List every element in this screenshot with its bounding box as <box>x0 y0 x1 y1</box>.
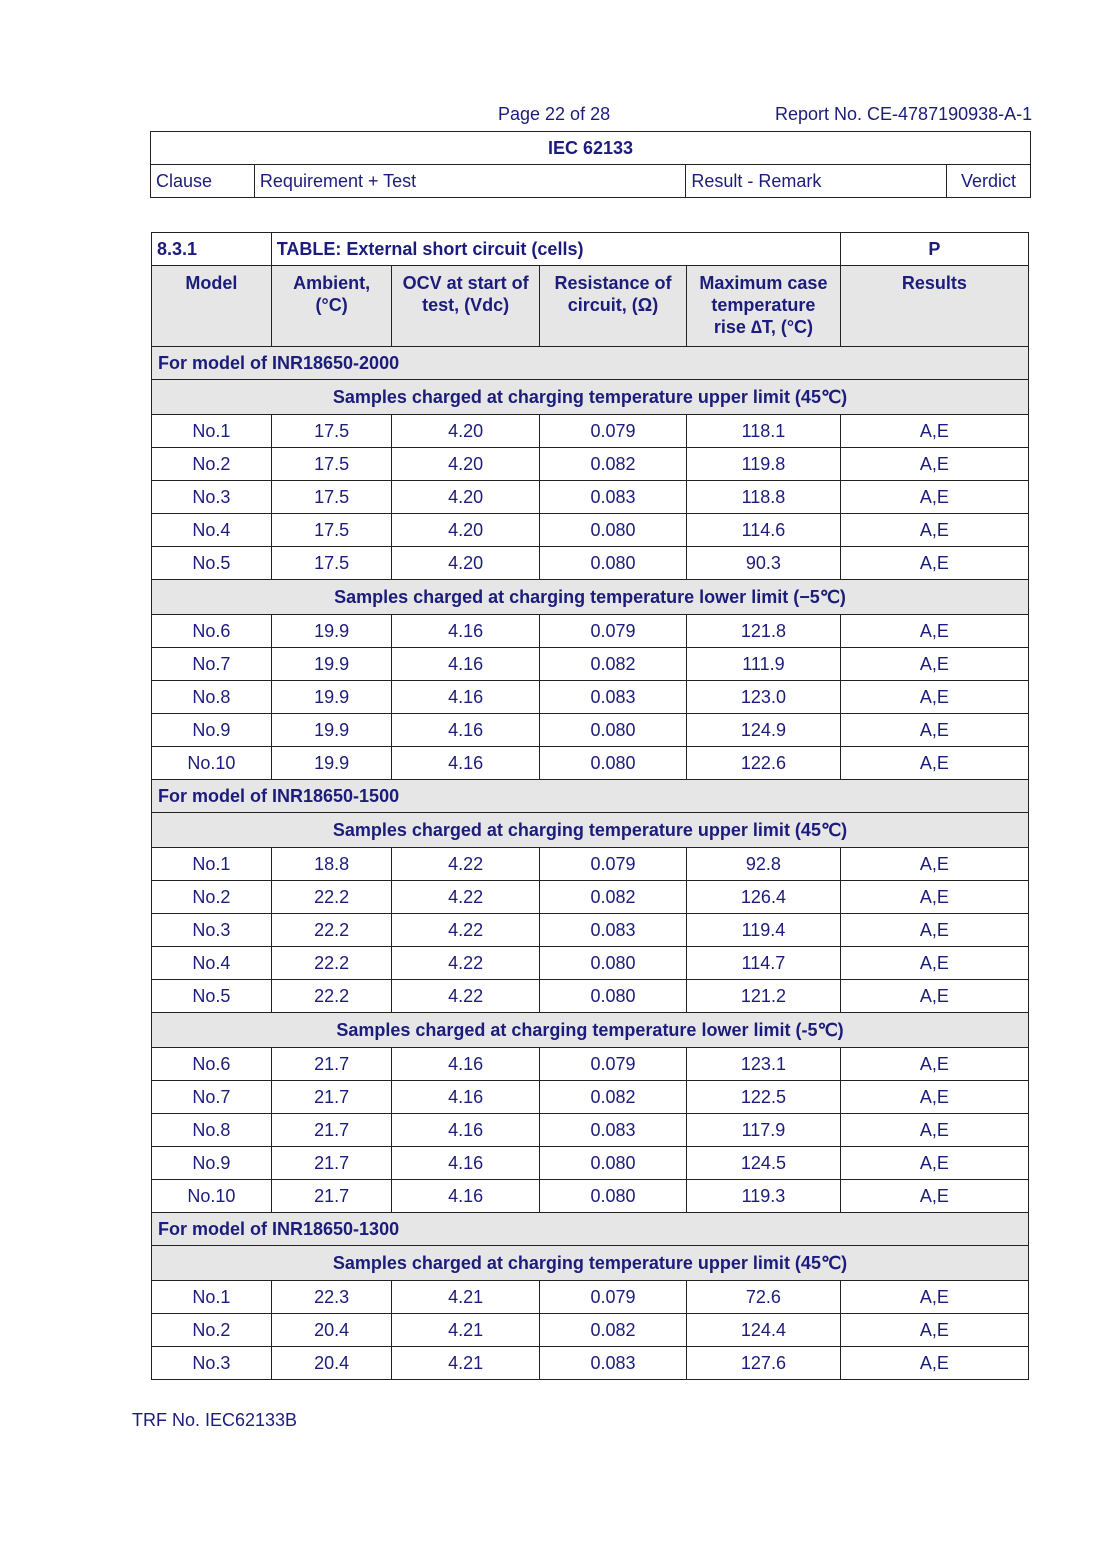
table-row <box>152 1048 1029 1081</box>
column-header-line: test, (Vdc) <box>422 295 510 315</box>
table-cell: 19.9 <box>271 615 392 648</box>
table-cell: 22.3 <box>271 1281 392 1314</box>
report-number: Report No. CE-4787190938-A-1 <box>775 104 1033 124</box>
table-cell: No.2 <box>152 1314 272 1347</box>
condition-label: Samples charged at charging temperature upper limit (45℃) <box>152 813 1029 848</box>
table-row <box>152 415 1029 448</box>
table-cell: 0.080 <box>539 947 686 980</box>
table-cell: 4.16 <box>392 1147 539 1180</box>
condition-label: Samples charged at charging temperature upper limit (45℃) <box>152 380 1029 415</box>
column-header <box>539 266 686 347</box>
table-cell: No.1 <box>152 1281 272 1314</box>
table-row <box>152 615 1029 648</box>
table-row <box>152 1180 1029 1213</box>
table-cell: A,E <box>840 514 1028 547</box>
table-cell: No.7 <box>152 1081 272 1114</box>
table-cell: No.9 <box>152 1147 272 1180</box>
table-cell: 0.080 <box>539 747 686 780</box>
table-cell: 22.2 <box>271 947 392 980</box>
table-row <box>152 547 1029 580</box>
table-cell: 119.3 <box>687 1180 841 1213</box>
table-row <box>152 848 1029 881</box>
column-header-line: OCV at start of <box>402 273 529 293</box>
table-cell: 0.083 <box>539 481 686 514</box>
table-title: TABLE: External short circuit (cells) <box>271 233 840 266</box>
model-label: For model of INR18650-1300 <box>152 1213 1029 1246</box>
table-cell: A,E <box>840 1281 1028 1314</box>
table-cell: No.10 <box>152 747 272 780</box>
table-cell: A,E <box>840 681 1028 714</box>
table-cell: 126.4 <box>687 881 841 914</box>
table-cell: No.3 <box>152 481 272 514</box>
column-header-line: (°C) <box>315 295 348 315</box>
table-cell: 0.080 <box>539 1180 686 1213</box>
table-row <box>152 1081 1029 1114</box>
table-cell: A,E <box>840 1180 1028 1213</box>
table-cell: 121.2 <box>687 980 841 1013</box>
table-cell: 0.083 <box>539 914 686 947</box>
table-row <box>152 681 1029 714</box>
table-cell: 4.21 <box>392 1314 539 1347</box>
table-cell: 0.082 <box>539 448 686 481</box>
table-cell: 4.20 <box>392 448 539 481</box>
trf-number: TRF No. IEC62133B <box>132 1410 298 1430</box>
column-header-line: Ambient, <box>293 273 371 293</box>
column-header-line: Model <box>185 273 238 293</box>
table-cell: 4.20 <box>392 514 539 547</box>
table-cell: 0.083 <box>539 1114 686 1147</box>
table-cell: 21.7 <box>271 1048 392 1081</box>
table-cell: 0.082 <box>539 1314 686 1347</box>
table-cell: 4.22 <box>392 914 539 947</box>
table-cell: 19.9 <box>271 747 392 780</box>
table-cell: 114.7 <box>687 947 841 980</box>
condition-label: Samples charged at charging temperature upper limit (45℃) <box>152 1246 1029 1281</box>
model-row <box>152 780 1029 813</box>
table-cell: 4.22 <box>392 848 539 881</box>
column-header-line: temperature <box>711 295 816 315</box>
table-cell: No.6 <box>152 1048 272 1081</box>
column-header <box>840 266 1028 347</box>
table-cell: 127.6 <box>687 1347 841 1380</box>
condition-label: Samples charged at charging temperature lower limit (−5℃) <box>152 580 1029 615</box>
table-cell: 118.8 <box>687 481 841 514</box>
table-cell: 4.20 <box>392 481 539 514</box>
condition-row <box>152 1246 1029 1281</box>
table-cell: 4.16 <box>392 1081 539 1114</box>
table-cell: 121.8 <box>687 615 841 648</box>
table-cell: 4.16 <box>392 681 539 714</box>
table-cell: 118.1 <box>687 415 841 448</box>
table-cell: 4.16 <box>392 1180 539 1213</box>
table-cell: 17.5 <box>271 481 392 514</box>
table-cell: 0.083 <box>539 1347 686 1380</box>
column-verdict: Verdict <box>947 165 1031 198</box>
table-cell: 123.0 <box>687 681 841 714</box>
table-cell: A,E <box>840 615 1028 648</box>
table-row <box>152 648 1029 681</box>
table-cell: No.2 <box>152 881 272 914</box>
table-cell: 124.4 <box>687 1314 841 1347</box>
table-cell: A,E <box>840 1081 1028 1114</box>
column-requirement-test: Requirement + Test <box>254 165 685 198</box>
table-cell: A,E <box>840 747 1028 780</box>
table-cell: A,E <box>840 980 1028 1013</box>
table-cell: A,E <box>840 848 1028 881</box>
table-cell: 19.9 <box>271 714 392 747</box>
table-row <box>152 1281 1029 1314</box>
condition-row <box>152 813 1029 848</box>
table-cell: 21.7 <box>271 1114 392 1147</box>
table-cell: 4.16 <box>392 648 539 681</box>
table-cell: 4.20 <box>392 415 539 448</box>
column-clause: Clause <box>151 165 255 198</box>
table-cell: 4.21 <box>392 1347 539 1380</box>
table-row <box>152 1347 1029 1380</box>
table-row <box>152 881 1029 914</box>
table-row <box>152 1314 1029 1347</box>
table-cell: A,E <box>840 1147 1028 1180</box>
table-cell: A,E <box>840 881 1028 914</box>
table-cell: 21.7 <box>271 1180 392 1213</box>
table-title-row <box>152 233 1029 266</box>
table-cell: 22.2 <box>271 881 392 914</box>
page-number: Page 22 of 28 <box>498 104 611 124</box>
table-row <box>152 980 1029 1013</box>
column-header <box>392 266 539 347</box>
table-cell: 4.16 <box>392 714 539 747</box>
verdict-value: P <box>840 233 1028 266</box>
table-cell: No.5 <box>152 980 272 1013</box>
column-header-row <box>152 266 1029 347</box>
table-cell: 4.20 <box>392 547 539 580</box>
table-cell: 21.7 <box>271 1147 392 1180</box>
table-cell: 17.5 <box>271 415 392 448</box>
table-cell: 122.6 <box>687 747 841 780</box>
table-cell: 0.083 <box>539 681 686 714</box>
table-cell: No.3 <box>152 914 272 947</box>
table-cell: 4.22 <box>392 881 539 914</box>
table-cell: No.8 <box>152 681 272 714</box>
table-row <box>152 947 1029 980</box>
table-cell: 0.082 <box>539 648 686 681</box>
model-row <box>152 347 1029 380</box>
model-row <box>152 1213 1029 1246</box>
table-row <box>152 448 1029 481</box>
table-cell: A,E <box>840 1347 1028 1380</box>
table-cell: A,E <box>840 947 1028 980</box>
condition-label: Samples charged at charging temperature lower limit (-5℃) <box>152 1013 1029 1048</box>
table-cell: A,E <box>840 714 1028 747</box>
table-row <box>152 714 1029 747</box>
table-cell: 0.080 <box>539 514 686 547</box>
column-header <box>271 266 392 347</box>
table-cell: 92.8 <box>687 848 841 881</box>
table-cell: 0.079 <box>539 415 686 448</box>
table-cell: No.2 <box>152 448 272 481</box>
table-cell: 119.8 <box>687 448 841 481</box>
table-cell: 72.6 <box>687 1281 841 1314</box>
table-cell: 22.2 <box>271 980 392 1013</box>
table-cell: 19.9 <box>271 648 392 681</box>
table-cell: 124.9 <box>687 714 841 747</box>
table-cell: 111.9 <box>687 648 841 681</box>
table-cell: 117.9 <box>687 1114 841 1147</box>
model-label: For model of INR18650-2000 <box>152 347 1029 380</box>
table-row <box>152 481 1029 514</box>
table-cell: A,E <box>840 547 1028 580</box>
clause-number: 8.3.1 <box>152 233 272 266</box>
table-row <box>152 1114 1029 1147</box>
table-cell: 17.5 <box>271 448 392 481</box>
external-short-circuit-table <box>151 232 1029 1380</box>
table-cell: No.8 <box>152 1114 272 1147</box>
table-cell: 122.5 <box>687 1081 841 1114</box>
table-cell: 22.2 <box>271 914 392 947</box>
column-header-line: Results <box>901 273 967 293</box>
column-result-remark: Result - Remark <box>686 165 947 198</box>
table-cell: A,E <box>840 415 1028 448</box>
condition-row <box>152 1013 1029 1048</box>
table-cell: 0.080 <box>539 980 686 1013</box>
condition-row <box>152 580 1029 615</box>
table-cell: 0.082 <box>539 881 686 914</box>
column-header <box>152 266 272 347</box>
table-cell: No.4 <box>152 947 272 980</box>
column-header-line: circuit, (Ω) <box>567 295 659 315</box>
table-cell: 4.16 <box>392 1114 539 1147</box>
table-cell: 114.6 <box>687 514 841 547</box>
table-row <box>152 514 1029 547</box>
table-cell: 0.079 <box>539 615 686 648</box>
table-cell: 21.7 <box>271 1081 392 1114</box>
table-cell: 17.5 <box>271 514 392 547</box>
table-cell: 0.079 <box>539 1281 686 1314</box>
column-header-line: Maximum case <box>699 273 828 293</box>
table-cell: A,E <box>840 648 1028 681</box>
table-cell: No.9 <box>152 714 272 747</box>
table-cell: No.1 <box>152 415 272 448</box>
table-cell: 90.3 <box>687 547 841 580</box>
table-cell: A,E <box>840 448 1028 481</box>
table-cell: 18.8 <box>271 848 392 881</box>
table-cell: 0.080 <box>539 547 686 580</box>
table-cell: 0.080 <box>539 1147 686 1180</box>
column-header <box>687 266 841 347</box>
table-cell: 4.16 <box>392 615 539 648</box>
table-cell: A,E <box>840 481 1028 514</box>
table-cell: 4.22 <box>392 980 539 1013</box>
table-cell: 0.080 <box>539 714 686 747</box>
table-cell: No.10 <box>152 1180 272 1213</box>
table-row <box>152 747 1029 780</box>
table-cell: 124.5 <box>687 1147 841 1180</box>
table-cell: 0.082 <box>539 1081 686 1114</box>
table-cell: A,E <box>840 914 1028 947</box>
table-cell: 4.16 <box>392 1048 539 1081</box>
table-cell: 0.079 <box>539 848 686 881</box>
table-cell: 119.4 <box>687 914 841 947</box>
table-cell: 17.5 <box>271 547 392 580</box>
table-cell: 20.4 <box>271 1314 392 1347</box>
column-header-line: Resistance of <box>554 273 672 293</box>
table-cell: No.6 <box>152 615 272 648</box>
table-cell: No.7 <box>152 648 272 681</box>
table-cell: No.3 <box>152 1347 272 1380</box>
table-cell: 123.1 <box>687 1048 841 1081</box>
table-cell: No.4 <box>152 514 272 547</box>
table-cell: No.1 <box>152 848 272 881</box>
table-row <box>152 1147 1029 1180</box>
table-cell: 19.9 <box>271 681 392 714</box>
table-cell: A,E <box>840 1114 1028 1147</box>
standard-name: IEC 62133 <box>151 132 1031 165</box>
table-cell: 20.4 <box>271 1347 392 1380</box>
table-cell: No.5 <box>152 547 272 580</box>
table-cell: 0.079 <box>539 1048 686 1081</box>
table-cell: A,E <box>840 1048 1028 1081</box>
standard-header-table <box>150 131 1031 198</box>
table-cell: 4.22 <box>392 947 539 980</box>
condition-row <box>152 380 1029 415</box>
model-label: For model of INR18650-1500 <box>152 780 1029 813</box>
table-cell: 4.16 <box>392 747 539 780</box>
table-row <box>152 914 1029 947</box>
table-cell: 4.21 <box>392 1281 539 1314</box>
column-header-line: rise ∆T, (°C) <box>713 317 814 337</box>
table-cell: A,E <box>840 1314 1028 1347</box>
